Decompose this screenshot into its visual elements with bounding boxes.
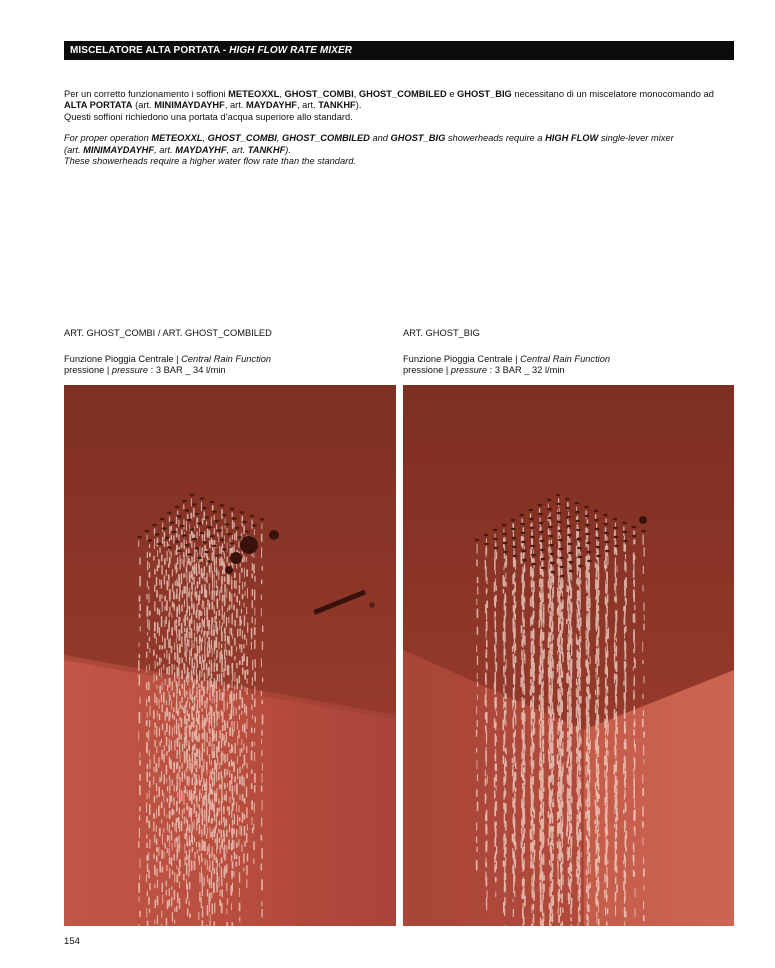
nozzle-hole [604,532,609,534]
text: ). [285,144,291,155]
nozzle-hole [520,514,525,516]
nozzle-hole [576,529,581,531]
text: Funzione Pioggia Centrale | [64,353,182,364]
nozzle-hole [207,526,212,528]
nozzle-hole [230,542,235,544]
nozzle-hole [177,515,182,517]
nozzle-hole [603,514,608,516]
section-title-it: MISCELATORE ALTA PORTATA [70,45,220,56]
nozzle-hole [237,536,242,538]
text: Questi soffioni richiedono una portata d’acqua superiore allo standard. [64,111,353,122]
nozzle-hole [594,510,599,512]
nozzle-hole [502,533,507,535]
nozzle-hole [522,550,527,552]
text: Central Rain Function [181,353,272,364]
nozzle-hole [511,519,516,521]
nozzle-hole [550,562,555,564]
nozzle-hole [566,516,571,518]
nozzle-hole [575,511,580,513]
nozzle-hole [584,506,589,508]
nozzle-hole [548,526,553,528]
intro-text [64,89,734,167]
product-name: MAYDAYHF [175,144,227,155]
shower-photo-illustration [403,385,734,926]
nozzle-hole [210,535,215,537]
product-name: TANKHF [318,100,356,111]
text: Central Rain Function [520,353,611,364]
nozzle-hole [220,539,225,541]
nozzle-hole [529,509,534,511]
nozzle-hole [567,525,572,527]
product-name: MINIMAYDAYHF [83,144,155,155]
nozzle-hole [215,520,220,522]
nozzle-hole [530,527,535,529]
nozzle-hole [210,501,215,503]
nozzle-hole [235,527,240,529]
nozzle-hole [195,547,200,549]
text: e [446,89,458,99]
nozzle-hole [577,547,582,549]
nozzle-hole [595,528,600,530]
nozzle-hole [190,528,195,530]
nozzle-hole [503,542,508,544]
nozzle-hole [182,534,187,536]
nozzle-hole [220,504,225,506]
nozzle-hole [152,524,157,526]
nozzle-hole [613,518,618,520]
nozzle-hole [540,540,545,542]
text: Funzione Pioggia Centrale | [403,353,521,364]
nozzle-hole [170,521,175,523]
nozzle-hole [641,530,646,532]
nozzle-hole [595,537,600,539]
text: pressure [111,365,149,375]
nozzle-hole [513,555,518,557]
nozzle-hole [157,543,162,545]
text: (art. [132,100,155,111]
text: , art. [224,100,247,111]
nozzle-hole [182,500,187,502]
text: , [276,133,283,144]
nozzle-hole [594,519,599,521]
nozzle-hole [230,508,235,510]
nozzle-hole [623,540,628,542]
nozzle-hole [532,563,537,565]
nozzle-hole [217,529,222,531]
nozzle-hole [212,510,217,512]
text: , [202,133,208,144]
nozzle-hole [586,542,591,544]
nozzle-hole [175,506,180,508]
nozzle-hole [192,503,197,505]
nozzle-hole [560,566,565,568]
text: single-lever mixer [598,133,674,144]
intro-it-paragraph [64,89,734,123]
text: These showerheads require a higher water flow rate than the standard. [64,156,356,167]
nozzle-hole [227,533,232,535]
nozzle-hole [567,534,572,536]
product-photo-ghost-big [403,385,734,926]
nozzle-hole [622,522,627,524]
article-code: ART. GHOST_COMBI / ART. GHOST_COMBILED [64,328,272,338]
nozzle-hole [240,511,245,513]
nozzle-hole [551,571,556,573]
nozzle-hole [197,522,202,524]
nozzle-hole [250,515,255,517]
nozzle-hole [172,531,177,533]
nozzle-hole [569,561,574,563]
nozzle-hole [205,551,210,553]
nozzle-hole [493,538,498,540]
nozzle-hole [566,507,571,509]
nozzle-hole [557,521,562,523]
nozzle-hole [242,521,247,523]
nozzle-hole [576,520,581,522]
nozzle-hole [558,539,563,541]
emphasis: ALTA PORTATA [64,100,133,111]
nozzle-hole [187,519,192,521]
pressure-value: : 3 BAR _ 34 l/min [148,365,226,375]
nozzle-hole [632,526,637,528]
nozzle-hole [547,508,552,510]
nozzle-hole [585,515,590,517]
nozzle-hole [522,559,527,561]
product-name: METEOXXL [228,89,280,99]
nozzle-hole [578,556,583,558]
product-name: GHOST_COMBILED [358,89,447,99]
nozzle-hole [222,548,227,550]
section-title-separator: - [219,45,230,56]
text: necessitano di un miscelatore monocomando ad [511,89,714,99]
nozzle-hole [225,523,230,525]
function-line [403,354,735,366]
nozzle-hole [202,541,207,543]
nozzle-hole [613,527,618,529]
nozzle-hole [547,499,552,501]
text: ). [355,100,362,111]
product-name: GHOST_BIG [457,89,512,99]
nozzle-hole [475,539,480,541]
nozzle-hole [556,503,561,505]
nozzle-hole [503,551,508,553]
emphasis: HIGH FLOW [545,133,599,144]
nozzle-hole [260,518,265,520]
nozzle-hole [520,523,525,525]
nozzle-hole [540,549,545,551]
intro-en-paragraph [64,133,734,167]
nozzle-hole [596,546,601,548]
nozzle-hole [494,547,499,549]
shower-photo-illustration [64,385,396,926]
nozzle-hole [521,532,526,534]
nozzle-hole [180,525,185,527]
nozzle-hole [556,494,561,496]
function-line [64,354,396,366]
nozzle-hole [162,527,167,529]
section-title-en: HIGH FLOW RATE MIXER [229,45,353,56]
nozzle-hole [252,524,257,526]
nozzle-hole [512,537,517,539]
product-name: MINIMAYDAYHF [154,100,225,111]
nozzle-hole [557,512,562,514]
nozzle-hole [212,545,217,547]
nozzle-hole [559,557,564,559]
nozzle-hole [245,530,250,532]
nozzle-hole [541,567,546,569]
nozzle-hole [623,531,628,533]
nozzle-hole [484,543,489,545]
nozzle-hole [137,536,142,538]
text: , [353,89,359,99]
text: Per un corretto funzionamento i soffioni [64,89,229,99]
product-photo-ghost-combi [64,385,396,926]
nozzle-hole [558,530,563,532]
nozzle-hole [165,537,170,539]
nozzle-hole [155,533,160,535]
nozzle-hole [569,570,574,572]
nozzle-hole [605,550,610,552]
nozzle-hole [568,543,573,545]
product-name: GHOST_COMBI [284,89,354,99]
nozzle-hole [587,551,592,553]
nozzle-hole [560,575,565,577]
nozzle-hole [549,544,554,546]
page-number: 154 [64,936,80,947]
nozzle-hole [531,554,536,556]
nozzle-hole [539,522,544,524]
nozzle-hole [177,550,182,552]
text: pressione | [403,365,451,375]
nozzle-hole [539,531,544,533]
text: , art. [154,144,176,155]
nozzle-hole [484,534,489,536]
text: showerheads require a [445,133,546,144]
nozzle-hole [200,497,205,499]
nozzle-hole [511,528,516,530]
product-name: GHOST_COMBI [207,133,277,144]
nozzle-hole [538,513,543,515]
nozzle-hole [207,560,212,562]
nozzle-hole [190,494,195,496]
nozzle-hole [195,513,200,515]
nozzle-hole [205,516,210,518]
nozzle-hole [575,502,580,504]
nozzle-hole [541,558,546,560]
nozzle-hole [578,565,583,567]
nozzle-hole [614,545,619,547]
product-name: TANKHF [247,144,286,155]
nozzle-hole [632,535,637,537]
nozzle-hole [160,518,165,520]
product-name: MAYDAYHF [246,100,297,111]
text: (art. [64,144,84,155]
nozzle-hole [512,546,517,548]
nozzle-hole [530,536,535,538]
nozzle-hole [549,535,554,537]
nozzle-hole [587,560,592,562]
text: , art. [297,100,319,111]
article-code: ART. GHOST_BIG [403,328,480,338]
nozzle-hole [215,554,220,556]
nozzle-hole [585,524,590,526]
nozzle-hole [614,536,619,538]
nozzle-hole [605,541,610,543]
nozzle-hole [187,553,192,555]
nozzle-hole [185,544,190,546]
nozzle-hole [232,517,237,519]
nozzle-hole [531,545,536,547]
nozzle-hole [222,514,227,516]
nozzle-hole [529,518,534,520]
nozzle-hole [493,529,498,531]
nozzle-hole [167,546,172,548]
text: , art. [226,144,248,155]
pressure-line [64,365,396,377]
product-name: GHOST_BIG [390,133,446,144]
nozzle-hole [147,539,152,541]
product-caption-left [64,328,396,377]
pressure-value: : 3 BAR _ 32 l/min [487,365,565,375]
nozzle-hole [175,540,180,542]
text: , [279,89,285,99]
nozzle-hole [548,517,553,519]
nozzle-hole [559,548,564,550]
nozzle-hole [197,557,202,559]
nozzle-hole [586,533,591,535]
nozzle-hole [577,538,582,540]
nozzle-hole [185,509,190,511]
nozzle-hole [167,512,172,514]
nozzle-hole [568,552,573,554]
nozzle-hole [565,498,570,500]
nozzle-hole [521,541,526,543]
section-title-bar [64,41,734,60]
product-name: GHOST_COMBILED [282,133,370,144]
nozzle-hole [202,507,207,509]
pressure-line [403,365,735,377]
product-name: METEOXXL [151,133,203,144]
text: and [369,133,391,144]
product-caption-right [403,328,735,377]
text: pressione | [64,365,112,375]
nozzle-hole [200,532,205,534]
nozzle-hole [596,555,601,557]
nozzle-hole [604,523,609,525]
nozzle-hole [550,553,555,555]
nozzle-hole [538,504,543,506]
nozzle-hole [145,530,150,532]
nozzle-hole [192,538,197,540]
nozzle-hole [502,524,507,526]
text: For proper operation [64,133,152,144]
text: pressure [450,365,488,375]
